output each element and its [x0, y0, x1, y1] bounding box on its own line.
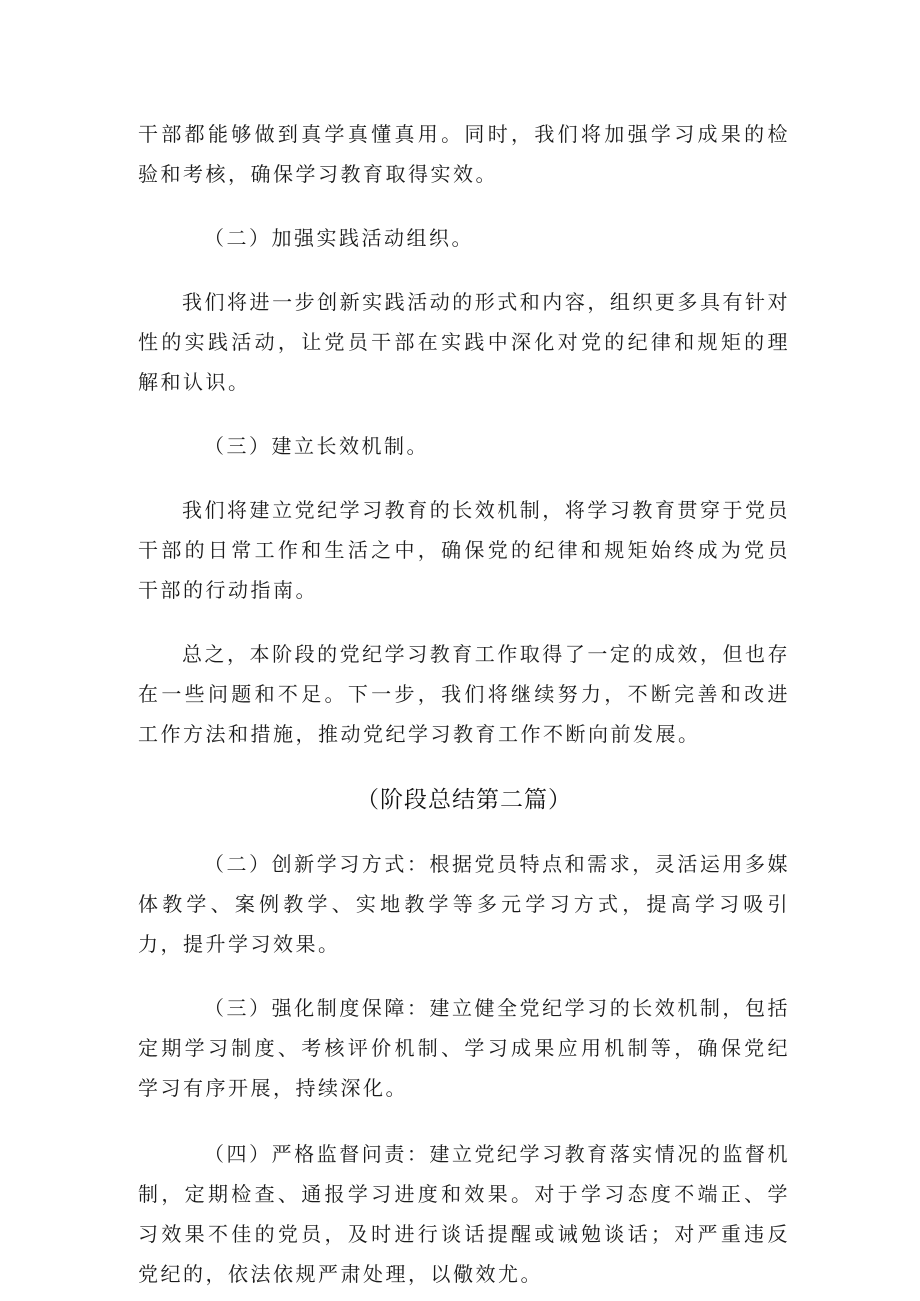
document-page: [138, 114, 790, 1294]
paragraph-summary: 总之，本阶段的党纪学习教育工作取得了一定的成效，但也存在一些问题和不足。下一步，我们将继续努力，不断完善和改进工作方法和措施，推动党纪学习教育工作不断向前发展。: [138, 642, 790, 746]
paragraph-practice: 我们将进一步创新实践活动的形式和内容，组织更多具有针对性的实践活动，让党员干部在实践中深化对党的纪律和规矩的理解和认识。: [138, 290, 790, 394]
subheading-mechanism: （三）建立长效机制。: [204, 434, 429, 458]
section-title: （阶段总结第二篇）: [356, 787, 572, 813]
subheading-practice: （二）加强实践活动组织。: [204, 226, 474, 250]
paragraph-continuation: 干部都能够做到真学真懂真用。同时，我们将加强学习成果的检验和考核，确保学习教育取得实效。: [138, 122, 790, 186]
paragraph-system-guarantee: （三）强化制度保障：建立健全党纪学习的长效机制，包括定期学习制度、考核评价机制、学习成果应用机制等，确保党纪学习有序开展，持续深化。: [138, 996, 790, 1100]
paragraph-mechanism: 我们将建立党纪学习教育的长效机制，将学习教育贯穿于党员干部的日常工作和生活之中，确保党的纪律和规矩始终成为党员干部的行动指南。: [138, 498, 790, 602]
paragraph-study-methods: （二）创新学习方式：根据党员特点和需求，灵活运用多媒体教学、案例教学、实地教学等多元学习方式，提高学习吸引力，提升学习效果。: [138, 852, 790, 956]
paragraph-supervision: （四）严格监督问责：建立党纪学习教育落实情况的监督机制，定期检查、通报学习进度和效果。对于学习态度不端正、学习效果不佳的党员，及时进行谈话提醒或诫勉谈话；对严重违反党纪的，依法依规严肃处理，以儆效尤。: [138, 1142, 790, 1286]
